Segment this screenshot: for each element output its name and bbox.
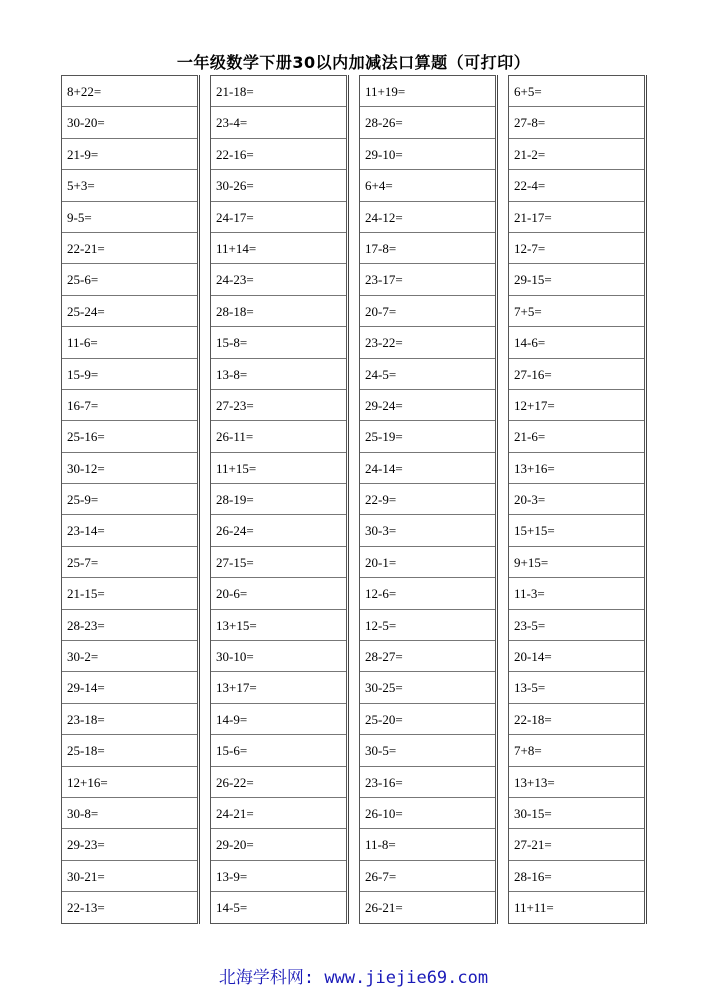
problem-cell: 12-6= bbox=[360, 578, 495, 609]
problem-cell: 20-7= bbox=[360, 296, 495, 327]
problem-cell: 30-25= bbox=[360, 672, 495, 703]
problem-cell: 7+8= bbox=[509, 735, 644, 766]
problem-cell: 30-20= bbox=[62, 107, 197, 138]
problem-cell: 21-18= bbox=[211, 76, 346, 107]
problem-cell: 22-4= bbox=[509, 170, 644, 201]
problem-cell: 23-4= bbox=[211, 107, 346, 138]
problem-column-1 bbox=[61, 75, 198, 924]
problem-cell: 30-10= bbox=[211, 641, 346, 672]
problem-cell: 12-5= bbox=[360, 610, 495, 641]
problem-cell: 11+19= bbox=[360, 76, 495, 107]
problem-cell: 21-15= bbox=[62, 578, 197, 609]
problem-cell: 24-17= bbox=[211, 202, 346, 233]
problem-cell: 26-24= bbox=[211, 515, 346, 546]
problem-cell: 23-5= bbox=[509, 610, 644, 641]
problem-cell: 14-9= bbox=[211, 704, 346, 735]
problem-cell: 27-21= bbox=[509, 829, 644, 860]
problem-cell: 29-20= bbox=[211, 829, 346, 860]
problem-cell: 27-8= bbox=[509, 107, 644, 138]
problem-cell: 26-7= bbox=[360, 861, 495, 892]
problem-cell: 25-18= bbox=[62, 735, 197, 766]
problem-cell: 21-2= bbox=[509, 139, 644, 170]
problem-cell: 24-5= bbox=[360, 359, 495, 390]
problem-cell: 11-8= bbox=[360, 829, 495, 860]
problem-cell: 15+15= bbox=[509, 515, 644, 546]
problem-cell: 30-15= bbox=[509, 798, 644, 829]
problem-cell: 11-3= bbox=[509, 578, 644, 609]
problem-cell: 11+15= bbox=[211, 453, 346, 484]
problem-cell: 25-19= bbox=[360, 421, 495, 452]
problem-cell: 6+5= bbox=[509, 76, 644, 107]
problem-cell: 13+13= bbox=[509, 767, 644, 798]
problem-cell: 24-23= bbox=[211, 264, 346, 295]
problem-cell: 13+17= bbox=[211, 672, 346, 703]
problem-cell: 28-27= bbox=[360, 641, 495, 672]
problem-cell: 28-23= bbox=[62, 610, 197, 641]
problem-cell: 25-20= bbox=[360, 704, 495, 735]
problem-cell: 5+3= bbox=[62, 170, 197, 201]
problem-cell: 27-15= bbox=[211, 547, 346, 578]
problem-cell: 27-16= bbox=[509, 359, 644, 390]
problem-cell: 26-22= bbox=[211, 767, 346, 798]
problem-cell: 27-23= bbox=[211, 390, 346, 421]
problem-cell: 29-15= bbox=[509, 264, 644, 295]
problem-cell: 25-7= bbox=[62, 547, 197, 578]
problem-cell: 29-10= bbox=[360, 139, 495, 170]
problem-cell: 13-9= bbox=[211, 861, 346, 892]
problem-cell: 26-21= bbox=[365, 900, 403, 916]
problem-cell: 23-16= bbox=[360, 767, 495, 798]
problem-cell: 20-3= bbox=[509, 484, 644, 515]
problem-cell: 13-8= bbox=[211, 359, 346, 390]
problem-cell: 28-19= bbox=[211, 484, 346, 515]
problem-cell: 22-21= bbox=[62, 233, 197, 264]
problem-cell: 23-17= bbox=[360, 264, 495, 295]
problem-cell: 20-14= bbox=[509, 641, 644, 672]
problem-cell: 30-26= bbox=[211, 170, 346, 201]
problem-cell: 24-21= bbox=[211, 798, 346, 829]
problem-cell: 11-6= bbox=[62, 327, 197, 358]
problem-cell: 14-5= bbox=[216, 900, 248, 916]
problem-cell: 12+17= bbox=[509, 390, 644, 421]
problem-cell: 23-14= bbox=[62, 515, 197, 546]
problem-cell: 13-5= bbox=[509, 672, 644, 703]
problem-cell: 15-6= bbox=[211, 735, 346, 766]
problem-cell: 25-9= bbox=[62, 484, 197, 515]
problem-cell: 9+15= bbox=[509, 547, 644, 578]
problem-cell: 25-16= bbox=[62, 421, 197, 452]
problem-cell: 11+14= bbox=[211, 233, 346, 264]
page-title: 一年级数学下册30以内加减法口算题（可打印） bbox=[176, 53, 531, 72]
problem-cell: 24-14= bbox=[360, 453, 495, 484]
problem-cell: 14-6= bbox=[509, 327, 644, 358]
problem-cell: 23-18= bbox=[62, 704, 197, 735]
problem-cell: 30-2= bbox=[62, 641, 197, 672]
problem-cell: 22-18= bbox=[509, 704, 644, 735]
problem-cell: 7+5= bbox=[509, 296, 644, 327]
problem-cell: 17-8= bbox=[360, 233, 495, 264]
problem-cell: 22-16= bbox=[211, 139, 346, 170]
problem-cell: 13+15= bbox=[211, 610, 346, 641]
problem-cell: 28-26= bbox=[360, 107, 495, 138]
problem-cell: 9-5= bbox=[62, 202, 197, 233]
problem-cell: 20-6= bbox=[211, 578, 346, 609]
problem-cell: 25-6= bbox=[62, 264, 197, 295]
problem-cell: 13+16= bbox=[509, 453, 644, 484]
problem-cell: 24-12= bbox=[360, 202, 495, 233]
problem-cell: 29-24= bbox=[360, 390, 495, 421]
footer-website: 北海学科网: www.jiejie69.com bbox=[218, 968, 489, 988]
problem-cell: 12-7= bbox=[509, 233, 644, 264]
problem-cell: 30-21= bbox=[62, 861, 197, 892]
problem-cell: 21-6= bbox=[509, 421, 644, 452]
problem-cell: 28-18= bbox=[211, 296, 346, 327]
problem-cell: 15-9= bbox=[62, 359, 197, 390]
problem-column-3 bbox=[359, 75, 496, 924]
problem-cell: 16-7= bbox=[62, 390, 197, 421]
problem-cell: 6+4= bbox=[360, 170, 495, 201]
problem-cell: 22-9= bbox=[360, 484, 495, 515]
problem-column-2 bbox=[210, 75, 347, 924]
problem-cell: 30-3= bbox=[360, 515, 495, 546]
problem-cell: 12+16= bbox=[62, 767, 197, 798]
problem-cell: 25-24= bbox=[62, 296, 197, 327]
problem-cell: 11+11= bbox=[514, 900, 554, 916]
problem-cell: 26-10= bbox=[360, 798, 495, 829]
problem-cell: 30-8= bbox=[62, 798, 197, 829]
problem-cell: 23-22= bbox=[360, 327, 495, 358]
problem-cell: 30-5= bbox=[360, 735, 495, 766]
problem-cell: 26-11= bbox=[211, 421, 346, 452]
problem-cell: 8+22= bbox=[62, 76, 197, 107]
problem-cell: 28-16= bbox=[509, 861, 644, 892]
problem-cell: 22-13= bbox=[67, 900, 105, 916]
problem-cell: 30-12= bbox=[62, 453, 197, 484]
problem-cell: 29-14= bbox=[62, 672, 197, 703]
problem-cell: 20-1= bbox=[360, 547, 495, 578]
problem-cell: 21-17= bbox=[509, 202, 644, 233]
problem-cell: 29-23= bbox=[62, 829, 197, 860]
problem-cell: 15-8= bbox=[211, 327, 346, 358]
problem-cell: 21-9= bbox=[62, 139, 197, 170]
problem-column-4 bbox=[508, 75, 645, 924]
